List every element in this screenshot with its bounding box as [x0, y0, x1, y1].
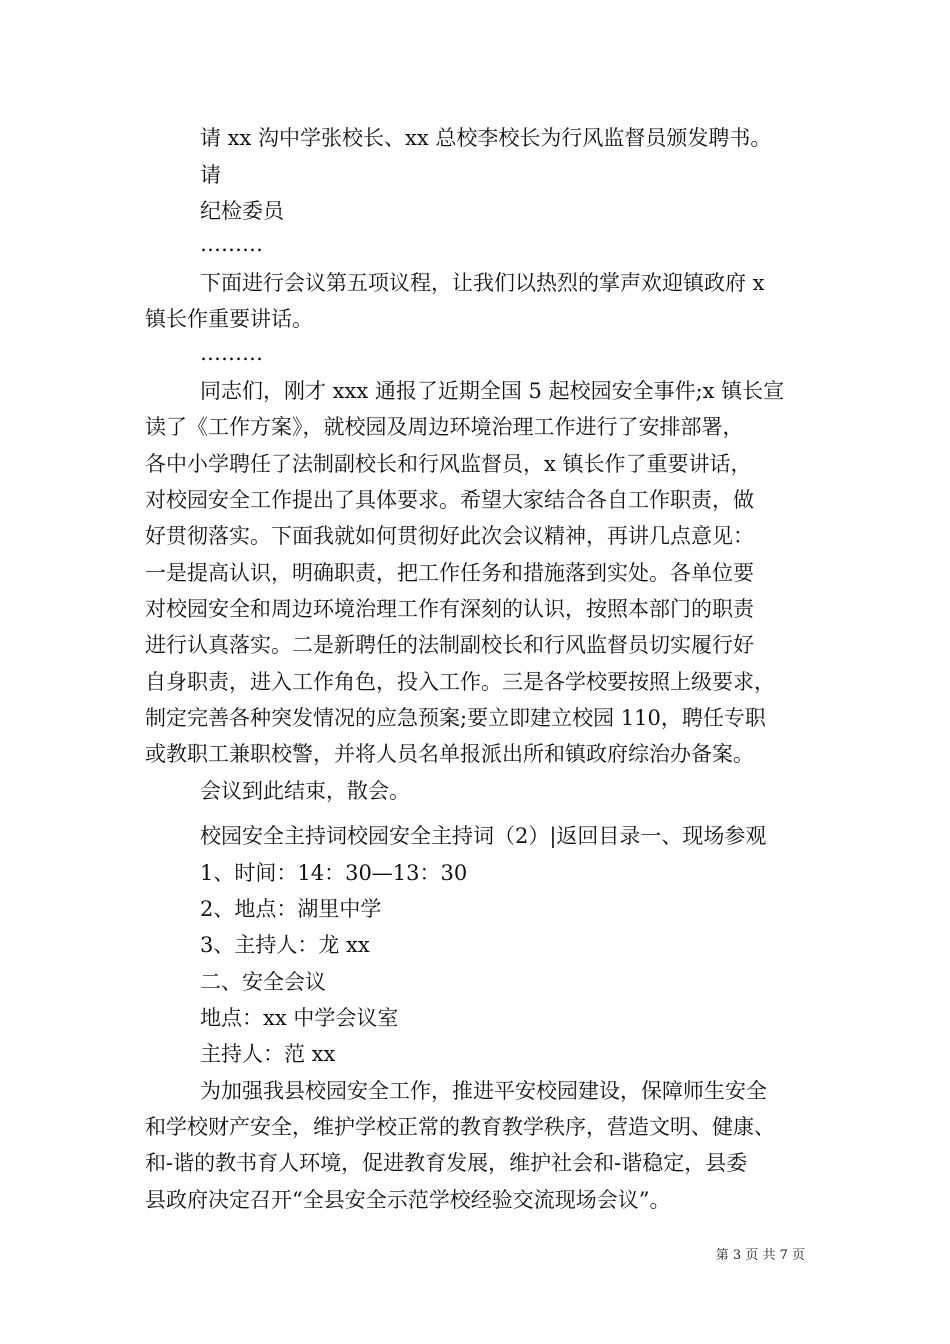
text-line: 各中小学聘任了法制副校长和行风监督员，x 镇长作了重要讲话，	[145, 452, 752, 476]
text-line: 好贯彻落实。下面我就如何贯彻好此次会议精神，再讲几点意见：	[145, 524, 754, 548]
text-line: 地点：xx 中学会议室	[200, 1006, 399, 1030]
text-line: 对校园安全和周边环境治理工作有深刻的认识，按照本部门的职责	[145, 597, 754, 621]
text-line: 或教职工兼职校警，并将人员名单报派出所和镇政府综治办备案。	[145, 742, 754, 766]
text-line: 和-谐的教书育人环境，促进教育发展，维护社会和-谐稳定，县委	[145, 1151, 748, 1175]
text-line: 读了《工作方案》，就校园及周边环境治理工作进行了安排部署，	[145, 415, 744, 439]
text-line: 对校园安全工作提出了具体要求。希望大家结合各自工作职责，做	[145, 488, 754, 512]
text-line: 3、主持人：龙 xx	[200, 933, 370, 957]
text-line: 和学校财产安全，维护学校正常的教育教学秩序，营造文明、健康、	[145, 1115, 775, 1139]
text-line: 请 xx 沟中学张校长、xx 总校李校长为行风监督员颁发聘书。	[200, 126, 772, 150]
text-line: 一是提高认识，明确职责，把工作任务和措施落到实处。各单位要	[145, 561, 754, 585]
text-line: 二、安全会议	[200, 970, 326, 994]
text-line: ………	[200, 341, 263, 365]
text-line: 会议到此结束，散会。	[200, 779, 410, 803]
text-line: 校园安全主持词校园安全主持词（2）|返回目录一、现场参观	[200, 824, 767, 848]
text-line: 下面进行会议第五项议程，让我们以热烈的掌声欢迎镇政府 x	[200, 271, 765, 295]
text-line: 1、时间：14：30—13：30	[200, 861, 468, 885]
text-line: 镇长作重要讲话。	[145, 307, 313, 331]
text-line: 制定完善各种突发情况的应急预案;要立即建立校园 110，聘任专职	[145, 706, 766, 730]
text-line: 为加强我县校园安全工作，推进平安校园建设，保障师生安全	[200, 1079, 767, 1103]
page-number: 第 3 页 共 7 页	[715, 1248, 805, 1263]
text-line: 进行认真落实。二是新聘任的法制副校长和行风监督员切实履行好	[145, 633, 754, 657]
text-line: ………	[200, 232, 263, 256]
text-line: 自身职责，进入工作角色，投入工作。三是各学校要按照上级要求，	[145, 670, 775, 694]
text-line: 请	[200, 163, 221, 187]
text-line: 同志们，刚才 xxx 通报了近期全国 5 起校园安全事件;x 镇长宣	[200, 379, 785, 403]
text-line: 县政府决定召开“全县安全示范学校经验交流现场会议”。	[145, 1188, 671, 1212]
text-line: 2、地点：湖里中学	[200, 897, 382, 921]
text-line: 主持人：范 xx	[200, 1042, 336, 1066]
text-line: 纪检委员	[200, 199, 284, 223]
